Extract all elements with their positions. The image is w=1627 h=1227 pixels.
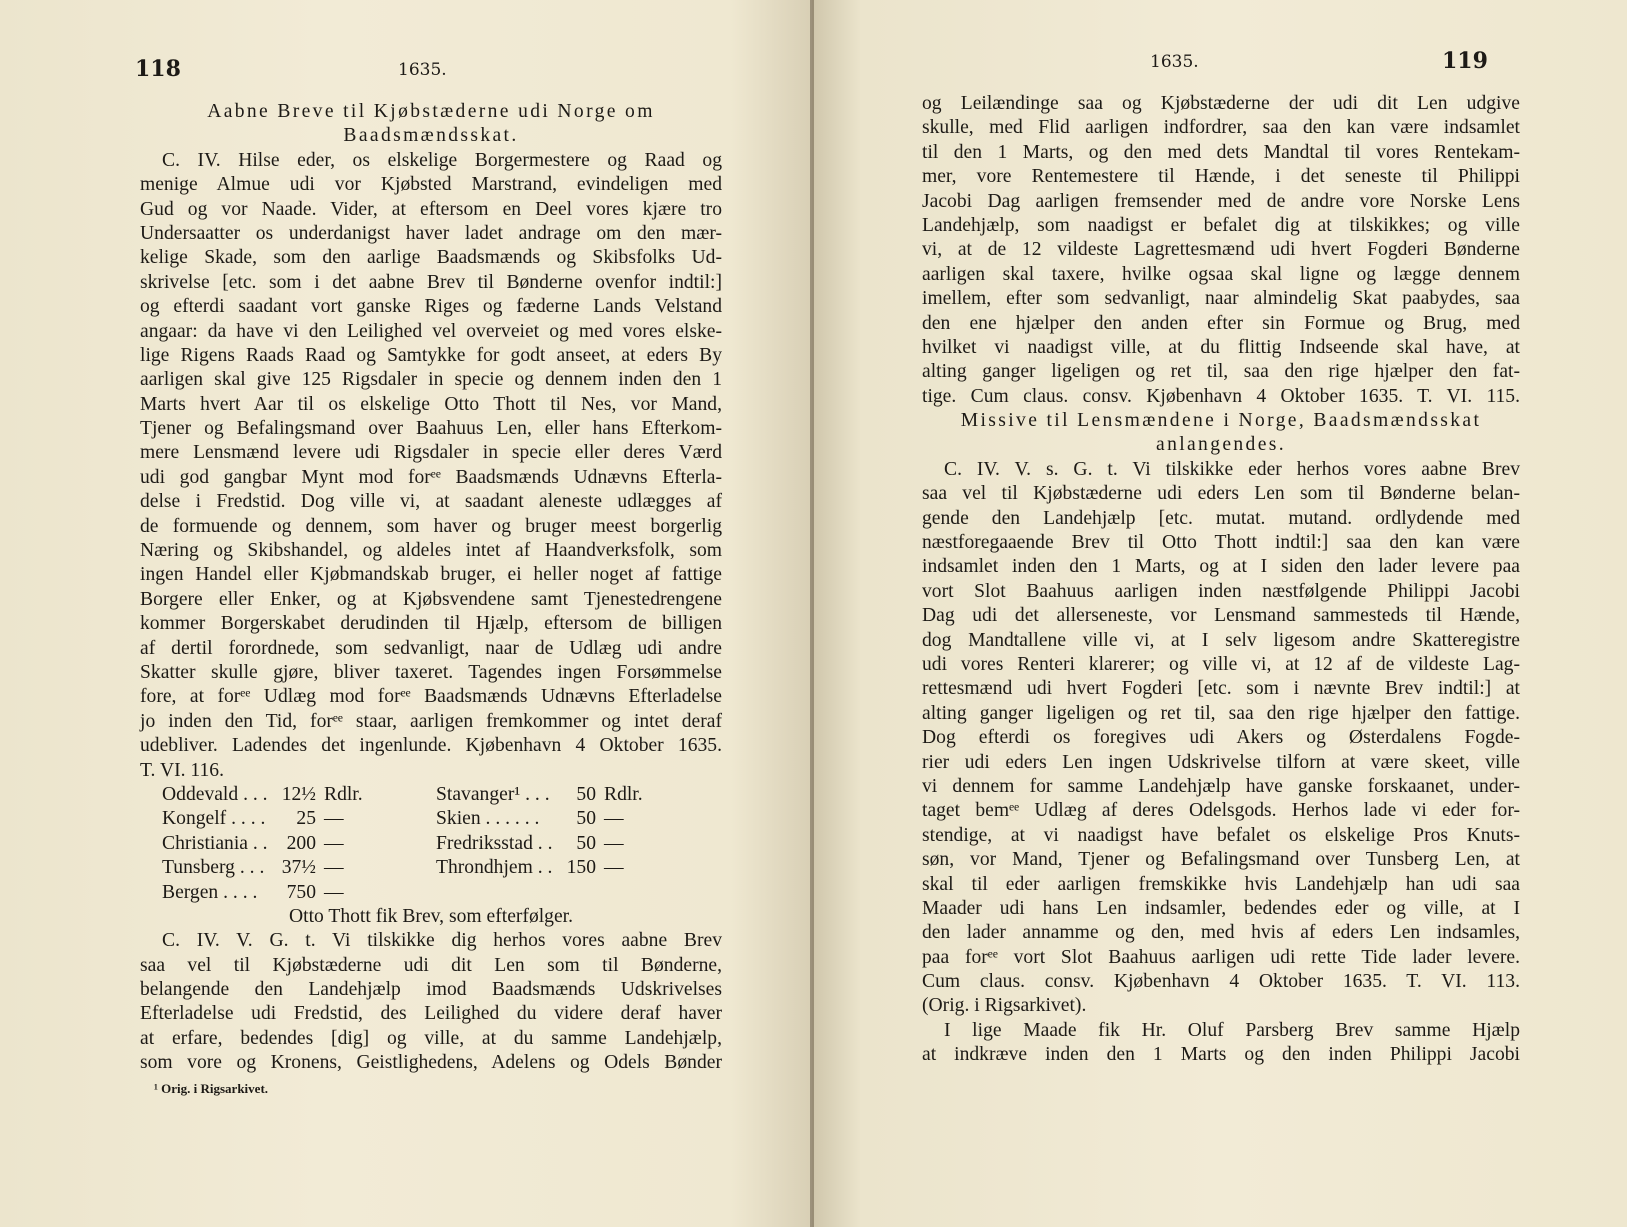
text-line: Landehjælp, som naadigst er befalet dig at tilskikkes; og ville bbox=[922, 214, 1520, 236]
table-cell: 25 bbox=[296, 808, 316, 830]
section-heading: Baadsmændsskat. bbox=[343, 125, 519, 147]
text-line: tige. Cum claus. consv. Kjøbenhavn 4 Oktober 1635. T. VI. 115. bbox=[922, 385, 1520, 407]
text-line: Dag udi det allerseneste, vor Lensmand sammesteds til Hænde, bbox=[922, 605, 1520, 627]
text-line: vi, at de 12 vildeste Lagrettesmænd udi hvert Fogderi Bønderne bbox=[922, 239, 1520, 261]
text-line: vi dennem for samme Landehjælp have ganske forskaanet, under- bbox=[922, 775, 1520, 797]
text-line: alting ganger ligeligen og ret til, saa den rige hjælper den fat- bbox=[922, 361, 1520, 383]
right-page bbox=[812, 0, 1627, 1227]
text-line: at erfare, bedendes [dig] og ville, at du samme Landehjælp, bbox=[140, 1027, 722, 1049]
running-year: 1635. bbox=[1150, 52, 1199, 72]
text-line: indsamlet inden den 1 Marts, og at I siden den lader levere paa bbox=[922, 556, 1520, 578]
text-line: lige Rigens Raads Raad og Samtykke for godt anseet, at eders By bbox=[140, 344, 722, 366]
table-cell: Oddevald . . . bbox=[162, 783, 268, 805]
text-line: taget bemᵉᵉ Udlæg af deres Odelsgods. Herhos lade vi eder for- bbox=[922, 800, 1520, 822]
text-line: imellem, efter som sedvanligt, naar almindelig Skat paabydes, saa bbox=[922, 288, 1520, 310]
text-line: saa vel til Kjøbstæderne udi eders Len som til Bønderne belan- bbox=[922, 483, 1520, 505]
table-cell: — bbox=[324, 832, 344, 854]
text-line: C. IV. V. G. t. Vi tilskikke dig herhos vores aabne Brev bbox=[162, 930, 722, 952]
table-row bbox=[140, 856, 722, 880]
table-cell: 37½ bbox=[281, 857, 316, 879]
table-cell bbox=[536, 881, 604, 905]
section-heading: anlangendes. bbox=[1156, 434, 1286, 456]
text-line: T. VI. 116. bbox=[140, 759, 224, 781]
text-line: stendige, at vi naadigst have befalet os elskelige Pros Knuts- bbox=[922, 824, 1520, 846]
text-line: kommer Borgerskabet derudinden til Hjælp, eftersom de billigen bbox=[140, 613, 722, 635]
table-cell: 50 bbox=[576, 832, 596, 854]
text-line: Undersaatter os underdanigst haver ladet andrage om den mær- bbox=[140, 222, 722, 244]
table-cell: — bbox=[324, 857, 344, 879]
footnote: ¹ Orig. i Rigsarkivet. bbox=[154, 1080, 269, 1096]
section-heading: Aabne Breve til Kjøbstæderne udi Norge om bbox=[207, 101, 655, 122]
book-gutter bbox=[810, 0, 814, 1227]
text-line: C. IV. V. s. G. t. Vi tilskikke eder herhos vores aabne Brev bbox=[944, 458, 1520, 480]
table-cell: 200 bbox=[286, 832, 316, 854]
table-cell: 750 bbox=[286, 881, 316, 903]
section-heading: Otto Thott fik Brev, som efterfølger. bbox=[288, 905, 574, 927]
text-line: Marts hvert Aar til os elskelige Otto Thott til Nes, vor Mand, bbox=[140, 393, 722, 415]
text-line: C. IV. Hilse eder, os elskelige Borgermestere og Raad og bbox=[162, 149, 722, 171]
text-line: aarligen skal give 125 Rigsdaler in specie og dennem inden den 1 bbox=[140, 369, 722, 391]
page-number: 118 bbox=[135, 56, 181, 82]
table-row bbox=[140, 807, 722, 831]
running-year: 1635. bbox=[398, 60, 447, 80]
table-row bbox=[140, 832, 722, 856]
text-line: den lader annamme og den, med hvis af eders Len indsamles, bbox=[922, 922, 1520, 944]
table-cell: 150 bbox=[566, 857, 596, 879]
table-cell: Rdlr. bbox=[324, 783, 363, 805]
table-cell: 12½ bbox=[281, 783, 316, 805]
table-cell: — bbox=[604, 832, 624, 854]
text-line: og Leilændinge saa og Kjøbstæderne der udi dit Len udgive bbox=[922, 93, 1520, 114]
table-cell: Rdlr. bbox=[604, 783, 643, 805]
section-heading: Missive til Lensmændene i Norge, Baadsmændsskat bbox=[960, 410, 1482, 432]
text-line: belangende den Landehjælp imod Baadsmænds Udskrivelses bbox=[140, 979, 722, 1001]
text-line: rier udi eders Len ingen Udskrivelse tilforn at være skeet, ville bbox=[922, 751, 1520, 773]
text-line: (Orig. i Rigsarkivet). bbox=[922, 995, 1087, 1017]
text-line: saa vel til Kjøbstæderne udi dit Len som til Bønderne, bbox=[140, 954, 722, 976]
text-line: udi vores Renteri klarerer; og ville vi, at 12 af de vildeste Lag- bbox=[922, 653, 1520, 675]
text-line: mer, vore Rentemestere til Hænde, i det seneste til Philippi bbox=[922, 166, 1520, 188]
text-line: Cum claus. consv. Kjøbenhavn 4 Oktober 1635. T. VI. 113. bbox=[922, 971, 1520, 993]
text-line: Skatter skulle gjøre, bliver taxeret. Tagendes ingen Forsømmelse bbox=[140, 661, 722, 683]
text-line: søn, vor Mand, Tjener og Befalingsmand over Tunsberg Len, at bbox=[922, 849, 1520, 871]
table-cell: Christiania . . bbox=[162, 832, 268, 854]
table-row bbox=[140, 881, 722, 905]
text-line: rettesmænd udi hvert Fogderi [etc. som i nævnte Brev indtil:] at bbox=[922, 678, 1520, 700]
text-line: udi god gangbar Mynt mod forᵉᵉ Baadsmænds Udnævns Efterla- bbox=[140, 466, 722, 488]
text-line: vort Slot Baahuus aarligen inden næstfølgende Philippi Jacobi bbox=[922, 580, 1520, 602]
text-line: Borgere eller Enker, og at Kjøbsvendene samt Tjenestedrengene bbox=[140, 588, 722, 610]
text-line: skal til eder aarligen fremskikke hvis Landehjælp han udi saa bbox=[922, 873, 1520, 895]
text-line: paa forᵉᵉ vort Slot Baahuus aarligen udi rette Tide lader levere. bbox=[922, 946, 1520, 968]
text-line: aarligen skal taxere, hvilke ogsaa skal ligne og lægge dennem bbox=[922, 263, 1520, 285]
table-cell: — bbox=[604, 808, 624, 830]
text-line: skulle, med Flid aarligen indfordrer, saa den kan være indsamlet bbox=[922, 117, 1520, 139]
text-line: til den 1 Marts, og den med dets Mandtal til vores Rentekam- bbox=[922, 141, 1520, 163]
table-cell: Fredriksstad . . bbox=[436, 832, 553, 854]
table-cell: — bbox=[604, 857, 624, 879]
text-line: udebliver. Ladendes det ingenlunde. Kjøbenhavn 4 Oktober 1635. bbox=[140, 735, 722, 757]
text-line: den ene hjælper den anden efter sin Formue og Brug, med bbox=[922, 312, 1520, 334]
text-line: fore, at forᵉᵉ Udlæg mod forᵉᵉ Baadsmænds Udnævns Efterladelse bbox=[140, 686, 722, 708]
text-line: at indkræve inden den 1 Marts og den inden Philippi Jacobi bbox=[922, 1044, 1520, 1066]
text-line: dog Mandtallene ville vi, at I selv ligesom andre Skatteregistre bbox=[922, 629, 1520, 651]
right-page-text bbox=[922, 92, 1520, 1068]
text-line: og efterdi saadant vort ganske Riges og fæderne Lands Velstand bbox=[140, 296, 722, 318]
text-line: I lige Maade fik Hr. Oluf Parsberg Brev samme Hjælp bbox=[944, 1019, 1520, 1041]
text-line: de formuende og dennem, som haver og bruger meest borgerlig bbox=[140, 515, 722, 537]
text-line: Gud og vor Naade. Vider, at eftersom en Deel vores kjære tro bbox=[140, 198, 722, 220]
text-line: jo inden den Tid, forᵉᵉ staar, aarligen fremkommer og intet deraf bbox=[140, 710, 722, 732]
text-line: hvilket vi naadigst ville, at du flittig Indseende skal have, at bbox=[922, 336, 1520, 358]
table-cell bbox=[376, 881, 536, 905]
table-cell: Stavanger¹ . . . bbox=[436, 783, 550, 805]
text-line: næstforegaaende Brev til Otto Thott indtil:] saa den kan være bbox=[922, 532, 1520, 554]
text-line: Jacobi Dag aarligen fremsender med de andre vore Norske Lens bbox=[922, 190, 1520, 212]
table-cell: Throndhjem . . bbox=[436, 857, 553, 879]
text-line: Maader udi hans Len indsamler, bedendes eder og ville, at I bbox=[922, 897, 1520, 919]
table-cell: — bbox=[324, 808, 344, 830]
text-line: alting ganger ligeligen og ret til, saa den rige hjælper den fattige. bbox=[922, 702, 1520, 724]
table-cell: 50 bbox=[576, 783, 596, 805]
text-line: Tjener og Befalingsmand over Baahuus Len, eller hans Efterkom- bbox=[140, 418, 722, 440]
text-line: angaar: da have vi den Leilighed vel overveiet og med vores elske- bbox=[140, 320, 722, 342]
text-line: Efterladelse udi Fredstid, des Leilighed du videre deraf haver bbox=[140, 1003, 722, 1025]
text-line: Dog efterdi os foregives udi Akers og Østerdalens Fogde- bbox=[922, 727, 1520, 749]
text-line: menige Almue udi vor Kjøbsted Marstrand, evindeligen med bbox=[140, 174, 722, 196]
text-line: Næring og Skibshandel, og aldeles intet af Haandverksfolk, som bbox=[140, 540, 722, 562]
text-line: gende den Landehjælp [etc. mutat. mutand. ordlydende med bbox=[922, 507, 1520, 529]
table-cell: Skien . . . . . . bbox=[436, 808, 540, 830]
text-line: af dertil forordnede, som sedvanligt, naar de Udlæg udi andre bbox=[140, 637, 722, 659]
table-cell: — bbox=[324, 881, 344, 903]
table-cell: Tunsberg . . . bbox=[162, 857, 265, 879]
text-line: ingen Handel eller Kjøbmandskab bruger, ei heller noget af fattige bbox=[140, 564, 722, 586]
page-number: 119 bbox=[1442, 48, 1488, 74]
text-line: skrivelse [etc. som i det aabne Brev til Bønderne ovenfor indtil:] bbox=[140, 271, 722, 293]
table-cell bbox=[604, 881, 644, 905]
table-cell: Bergen . . . . bbox=[162, 881, 258, 903]
table-row bbox=[140, 783, 722, 807]
table-cell: 50 bbox=[576, 808, 596, 830]
text-line: mere Lensmænd levere udi Rigsdaler in specie eller deres Værd bbox=[140, 442, 722, 464]
left-page-text bbox=[140, 100, 722, 1098]
table-cell: Kongelf . . . . bbox=[162, 808, 266, 830]
text-line: som vore og Kronens, Geistlighedens, Adelens og Odels Bønder bbox=[140, 1052, 722, 1074]
text-line: delse i Fredstid. Dog ville vi, at saadant aleneste udlægges af bbox=[140, 491, 722, 513]
text-line: kelige Skade, som den aarlige Baadsmænds og Skibsfolks Ud- bbox=[140, 247, 722, 269]
left-page bbox=[0, 0, 812, 1227]
